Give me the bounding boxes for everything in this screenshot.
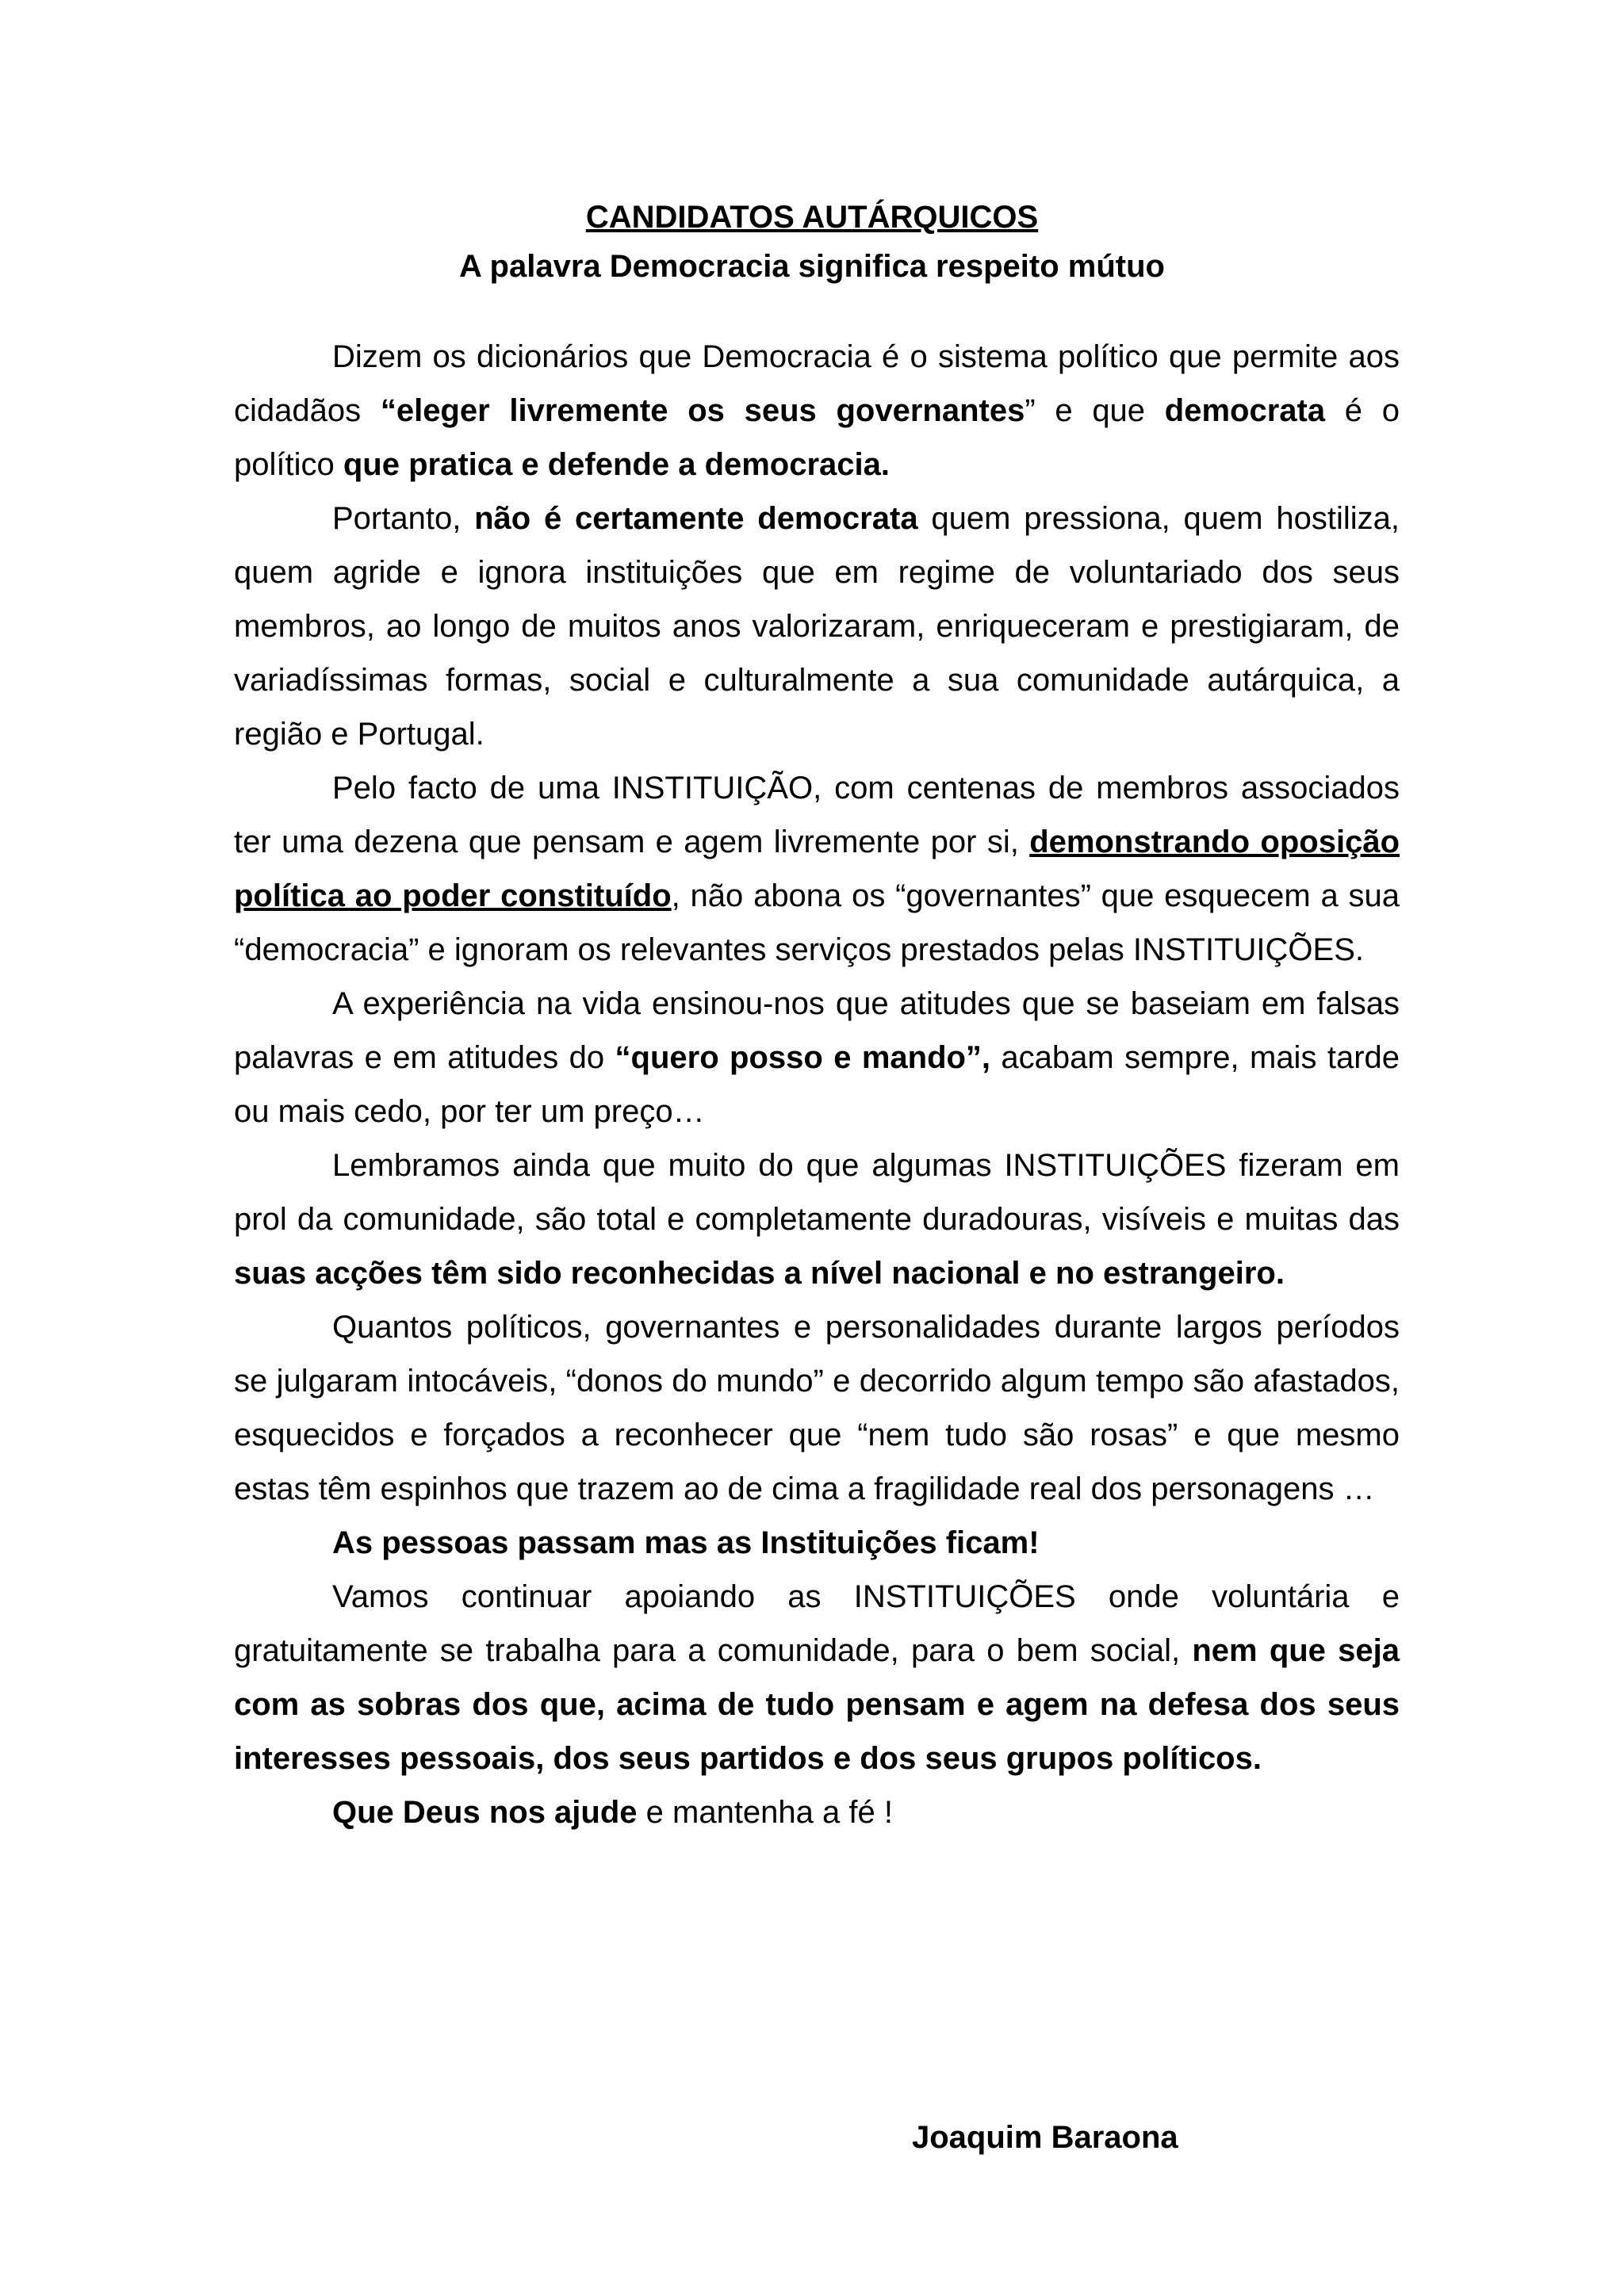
paragraph-4 xyxy=(234,977,1400,1138)
p3-underline: demonstrando oposição política ao poder constituído xyxy=(234,825,1400,913)
paragraph-3 xyxy=(234,761,1400,977)
p5-text-a: Lembramos ainda que muito do que algumas INSTITUIÇÕES fizeram em prol da comunidade, são total e completamente duradouras, visíveis e muitas das xyxy=(234,1148,1400,1237)
document-subtitle: A palavra Democracia significa respeito mútuo xyxy=(459,249,1165,284)
paragraph-2 xyxy=(234,492,1400,761)
p4-bold-b: “quero posso e mando”, xyxy=(615,1040,991,1075)
p1-text-a: Dizem os dicionários que Democracia é o sistema político que permite aos cidadãos xyxy=(234,339,1400,428)
paragraph-6 xyxy=(234,1300,1400,1516)
signature: Joaquim Baraona xyxy=(912,2120,1178,2155)
paragraph-8 xyxy=(234,1570,1400,1785)
p3-text-c: , não abona os “governantes” que esquecem a sua “democracia” e ignoram os relevantes serviços prestados pelas INSTITUIÇÕES. xyxy=(234,878,1400,967)
document-body xyxy=(234,330,1400,1839)
p1-bold-d: democrata xyxy=(1164,393,1326,428)
paragraph-9 xyxy=(234,1785,1400,1839)
p5-bold-b: suas acções têm sido reconhecidas a nível nacional e no estrangeiro. xyxy=(234,1256,1285,1291)
p2-text-c: quem pressiona, quem hostiliza, quem agride e ignora instituições que em regime de voluntariado dos seus membros, ao longo de muitos anos valorizaram, enriqueceram e prestigiaram, de variadíssimas formas, social e culturalmente a sua comunidade autárquica, a região e Portugal. xyxy=(234,501,1400,752)
document-title: CANDIDATOS AUTÁRQUICOS xyxy=(585,200,1039,235)
p9-text-b: e mantenha a fé ! xyxy=(637,1795,893,1830)
p8-text-a: Vamos continuar apoiando as INSTITUIÇÕES onde voluntária e gratuitamente se trabalha para a comunidade, para o bem social, xyxy=(234,1579,1400,1668)
p9-bold-a: Que Deus nos ajude xyxy=(332,1795,638,1830)
p2-text-a: Portanto, xyxy=(332,501,475,536)
p1-text-c: ” e que xyxy=(1025,393,1165,428)
p3-text-a: Pelo facto de uma INSTITUIÇÃO, com centenas de membros associados ter uma dezena que pensam e agem livremente por si, xyxy=(234,771,1400,859)
paragraph-7 xyxy=(234,1516,1400,1570)
p1-text-e: é o político xyxy=(234,393,1400,482)
paragraph-5 xyxy=(234,1138,1400,1300)
p1-bold-b: “eleger livremente os seus governantes xyxy=(380,393,1025,428)
p1-bold-f: que pratica e defende a democracia. xyxy=(343,447,891,482)
p4-text-a: A experiência na vida ensinou-nos que atitudes que se baseiam em falsas palavras e em atitudes do xyxy=(234,986,1400,1075)
p4-text-c: acabam sempre, mais tarde ou mais cedo, por ter um preço… xyxy=(234,1040,1400,1129)
p8-bold-b: nem que seja com as sobras dos que, acima de tudo pensam e agem na defesa dos seus interesses pessoais, dos seus partidos e dos seus grupos políticos. xyxy=(234,1633,1400,1776)
p6-text-a: Quantos políticos, governantes e personalidades durante largos períodos se julgaram intocáveis, “donos do mundo” e decorrido algum tempo são afastados, esquecidos e forçados a reconhecer que “nem tudo são rosas” e que mesmo estas têm espinhos que trazem ao de cima a fragilidade real dos personagens … xyxy=(234,1310,1400,1506)
p7-bold-a: As pessoas passam mas as Instituições ficam! xyxy=(332,1525,1040,1560)
paragraph-1 xyxy=(234,330,1400,492)
p2-bold-b: não é certamente democrata xyxy=(474,501,918,536)
